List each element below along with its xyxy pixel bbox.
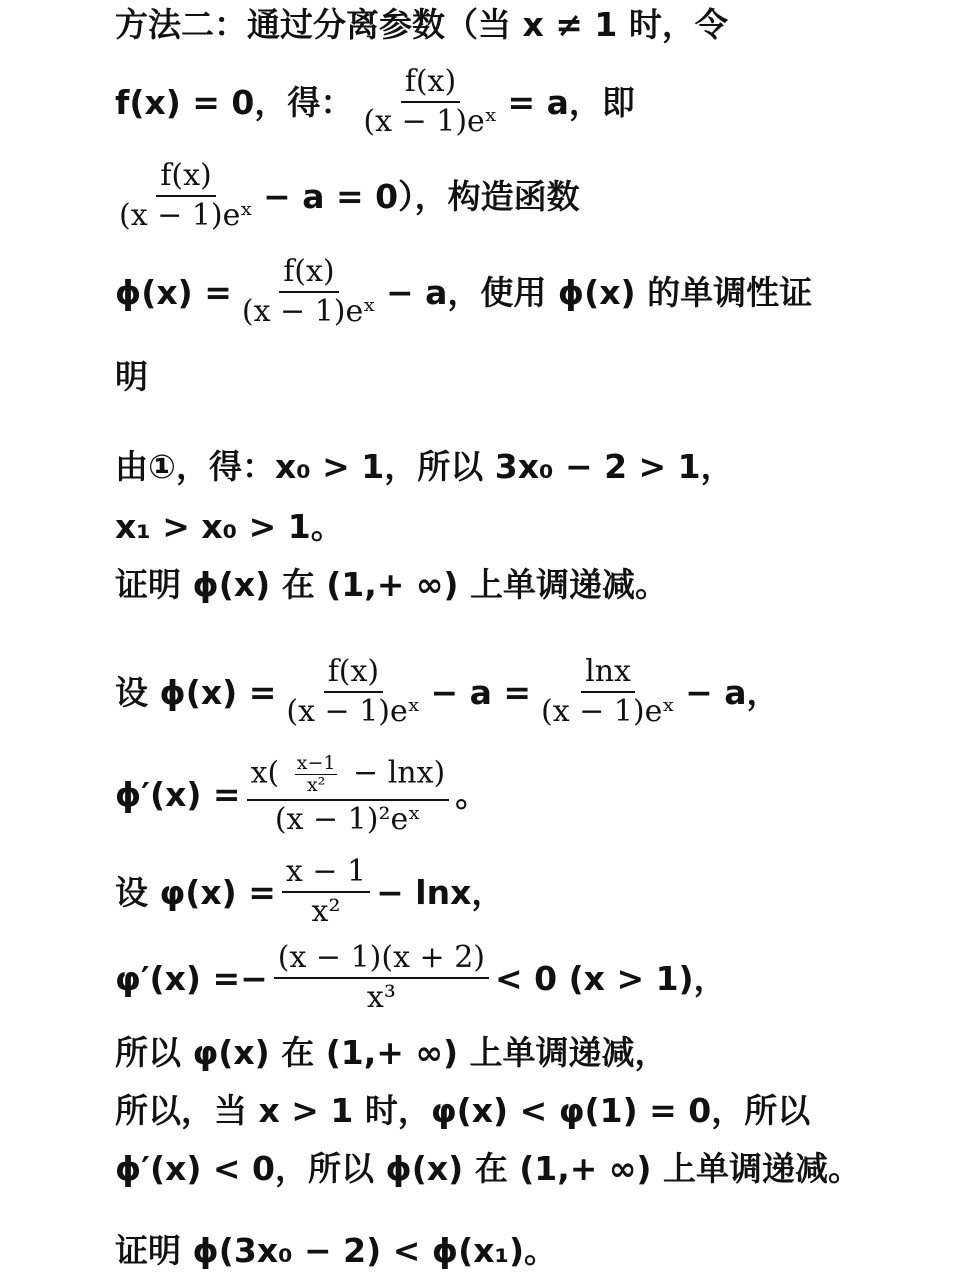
- equation-line-11: [115, 852, 945, 932]
- equation-line-2: [115, 62, 945, 142]
- eq10-numerator: [247, 751, 450, 801]
- eq9-middle: − a =: [430, 672, 531, 712]
- eq11-denominator: x²: [311, 894, 341, 929]
- line-14: 所以，当 x > 1 时，φ(x) < φ(1) = 0，所以: [115, 1090, 811, 1130]
- eq3-numerator: f(x): [156, 161, 215, 197]
- eq10-numerator-b: − lnx): [353, 755, 446, 790]
- eq11-right: − lnx，: [376, 872, 505, 912]
- line-5: 明: [115, 356, 148, 396]
- eq10-denominator: (x − 1)²eˣ: [274, 801, 421, 837]
- equation-line-10: [115, 746, 945, 842]
- eq2-left: f(x) = 0，得：: [115, 82, 354, 122]
- line-13: 所以 φ(x) 在 (1,+ ∞) 上单调递减，: [115, 1032, 668, 1072]
- eq12-left: φ′(x) =−: [115, 958, 268, 998]
- eq9-left: 设 ϕ(x) =: [115, 672, 277, 712]
- eq4-fraction: [238, 254, 380, 329]
- eq2-right: = a，即: [507, 82, 635, 122]
- eq4-numerator: f(x): [279, 257, 338, 293]
- equation-line-4: [115, 252, 945, 332]
- eq4-left: ϕ(x) =: [115, 272, 232, 312]
- eq9-numerator-1: f(x): [324, 657, 383, 693]
- eq9-fraction-1: [282, 654, 424, 729]
- eq10-fraction: [247, 751, 450, 837]
- method-two-heading: 方法二：通过分离参数（当 x ≠ 1 时，令: [115, 4, 728, 44]
- eq11-fraction: [282, 854, 370, 929]
- eq9-denominator-2: (x − 1)eˣ: [541, 694, 676, 729]
- eq2-denominator: (x − 1)eˣ: [363, 104, 498, 139]
- line-7: x₁ > x₀ > 1。: [115, 506, 344, 546]
- line-6: 由①，得：x₀ > 1，所以 3x₀ − 2 > 1，: [115, 446, 734, 486]
- eq12-denominator: x³: [366, 980, 396, 1015]
- eq10-left: ϕ′(x) =: [115, 774, 241, 814]
- line-16: 证明 ϕ(3x₀ − 2) < ϕ(x₁)。: [115, 1230, 558, 1270]
- equation-line-12: [115, 938, 945, 1018]
- eq3-denominator: (x − 1)eˣ: [119, 198, 254, 233]
- eq12-right: < 0 (x > 1)，: [495, 958, 727, 998]
- equation-line-3: [115, 156, 945, 236]
- eq4-right: − a，使用 ϕ(x) 的单调性证: [385, 272, 813, 312]
- eq12-numerator: (x − 1)(x + 2): [274, 943, 489, 979]
- eq10-inner-numerator: x−1: [296, 751, 336, 774]
- eq10-right: 。: [455, 774, 489, 814]
- eq9-numerator-2: lnx: [581, 657, 635, 693]
- eq12-fraction: [274, 940, 489, 1015]
- eq2-fraction: [359, 64, 501, 139]
- eq4-denominator: (x − 1)eˣ: [241, 294, 376, 329]
- eq9-fraction-2: [537, 654, 679, 729]
- eq10-inner-denominator: x²: [306, 773, 326, 796]
- eq2-numerator: f(x): [401, 67, 460, 103]
- prove-decreasing-heading: 证明 ϕ(x) 在 (1,+ ∞) 上单调递减。: [115, 564, 668, 604]
- eq9-denominator-1: (x − 1)eˣ: [286, 694, 421, 729]
- eq10-numerator-a: x(: [250, 755, 280, 790]
- eq11-numerator: x − 1: [282, 857, 370, 893]
- eq3-fraction: [115, 158, 257, 233]
- line-15: ϕ′(x) < 0，所以 ϕ(x) 在 (1,+ ∞) 上单调递减。: [115, 1148, 861, 1188]
- equation-line-9: [115, 652, 945, 732]
- eq11-left: 设 φ(x) =: [115, 872, 276, 912]
- eq3-right: − a = 0），构造函数: [263, 176, 580, 216]
- eq9-right: − a，: [685, 672, 780, 712]
- eq10-inner-fraction: [295, 751, 338, 796]
